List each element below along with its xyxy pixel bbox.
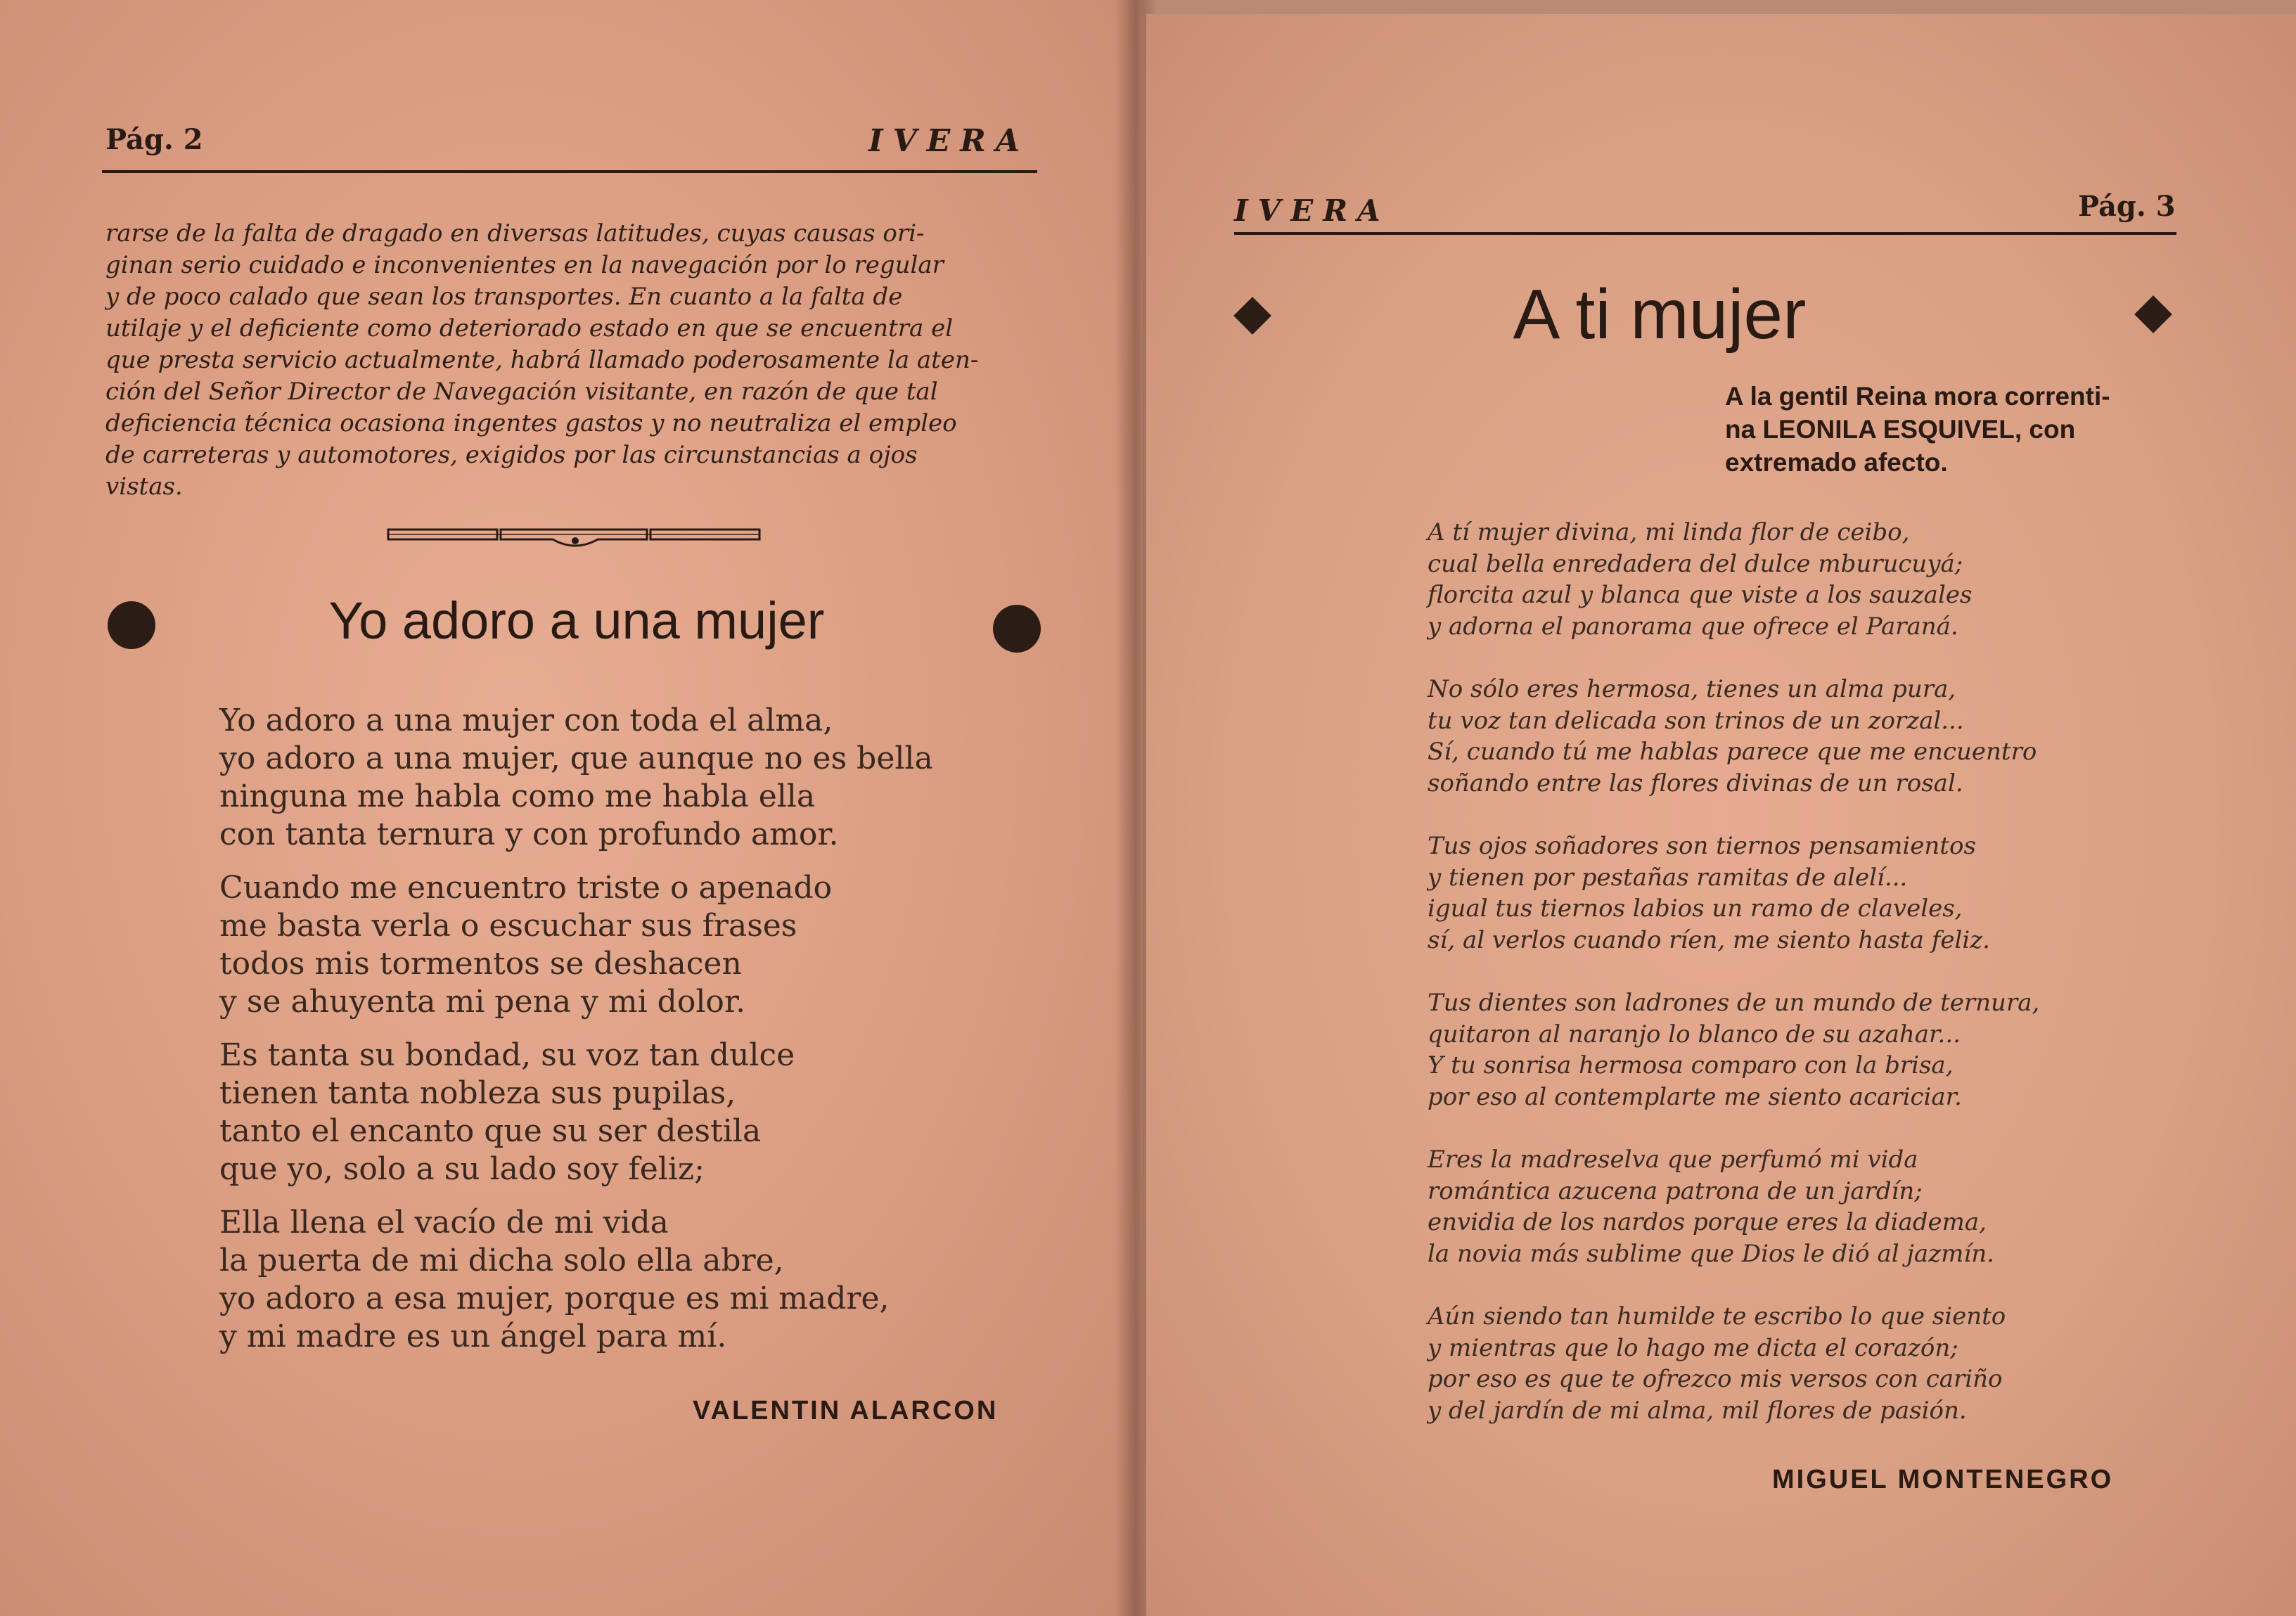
stanza bbox=[219, 702, 1035, 854]
verse-line: igual tus tiernos labios un ramo de claveles, bbox=[1428, 894, 1963, 923]
right-author-signature: MIGUEL MONTENEGRO bbox=[1772, 1465, 2114, 1494]
verse-line: Y tu sonrisa hermosa comparo con la brisa, bbox=[1428, 1051, 1954, 1079]
verse-line: quitaron al naranjo lo blanco de su azahar... bbox=[1428, 1020, 1961, 1049]
left-poem-body bbox=[219, 702, 1035, 1371]
dedication-line: A la gentil Reina mora correnti- bbox=[1725, 382, 2110, 411]
verse-line: yo adoro a esa mujer, porque es mi madre, bbox=[219, 1281, 890, 1316]
verse-line: tu voz tan delicada son trinos de un zorzal... bbox=[1428, 706, 1964, 735]
right-page bbox=[1146, 14, 2296, 1616]
verse-line: envidia de los nardos porque eres la diadema, bbox=[1428, 1208, 1987, 1236]
stanza bbox=[219, 1037, 1035, 1188]
stanza bbox=[1428, 517, 2257, 642]
verse-line: sí, al verlos cuando ríen, me siento hasta feliz. bbox=[1428, 925, 1990, 954]
verse-line: y del jardín de mi alma, mil flores de pasión. bbox=[1428, 1396, 1967, 1425]
verse-line: que yo, solo a su lado soy feliz; bbox=[219, 1151, 705, 1187]
diamond-ornament-right bbox=[2134, 295, 2172, 333]
right-poem-body bbox=[1428, 517, 2257, 1458]
verse-line: todos mis tormentos se deshacen bbox=[219, 946, 742, 982]
left-page bbox=[0, 0, 1143, 1616]
verse-line: Ella llena el vacío de mi vida bbox=[219, 1205, 669, 1240]
verse-line: y mientras que lo hago me dicta el corazón; bbox=[1428, 1333, 1958, 1362]
stanza bbox=[219, 1204, 1035, 1356]
prose-line: y de poco calado que sean los transportes. En cuanto a la falta de bbox=[105, 283, 903, 311]
diamond-ornament-left bbox=[1233, 297, 1271, 335]
stanza bbox=[1428, 1144, 2257, 1269]
verse-line: Cuando me encuentro triste o apenado bbox=[219, 870, 833, 906]
verse-line: Tus dientes son ladrones de un mundo de ternura, bbox=[1428, 989, 2040, 1017]
prose-line: rarse de la falta de dragado en diversas latitudes, cuyas causas ori- bbox=[105, 219, 925, 248]
verse-line: la puerta de mi dicha solo ella abre, bbox=[219, 1243, 784, 1278]
verse-line: A tí mujer divina, mi linda flor de ceibo, bbox=[1428, 518, 1910, 546]
verse-line: Aún siendo tan humilde te escribo lo que siento bbox=[1428, 1302, 2006, 1330]
verse-line: Eres la madreselva que perfumó mi vida bbox=[1428, 1146, 1918, 1174]
right-magazine-name: IVERA bbox=[1234, 193, 1390, 228]
verse-line: y adorna el panorama que ofrece el Paraná. bbox=[1428, 612, 1958, 641]
prose-line: de carreteras y automotores, exigidos por las circunstancias a ojos bbox=[105, 441, 918, 469]
right-page-number: Pág. 3 bbox=[2078, 190, 2176, 223]
left-page-number: Pág. 2 bbox=[105, 123, 203, 156]
verse-line: y tienen por pestañas ramitas de alelí... bbox=[1428, 863, 1908, 892]
verse-line: Yo adoro a una mujer con toda el alma, bbox=[219, 703, 833, 738]
prose-line: ginan serio cuidado e inconvenientes en la navegación por lo regular bbox=[105, 251, 944, 279]
verse-line: soñando entre las flores divinas de un rosal. bbox=[1428, 769, 1963, 797]
verse-line: Tus ojos soñadores son tiernos pensamientos bbox=[1428, 832, 1976, 860]
verse-line: por eso es que te ofrezco mis versos con cariño bbox=[1428, 1365, 2003, 1393]
right-header-rule bbox=[1234, 232, 2176, 235]
verse-line: cual bella enredadera del dulce mburucuyá; bbox=[1428, 549, 1963, 578]
verse-line: Es tanta su bondad, su voz tan dulce bbox=[219, 1037, 795, 1073]
dedication-line: na LEONILA ESQUIVEL, con bbox=[1725, 415, 2076, 444]
left-author-signature: VALENTIN ALARCON bbox=[693, 1396, 999, 1425]
verse-line: ninguna me habla como me habla ella bbox=[219, 778, 816, 814]
stanza bbox=[219, 869, 1035, 1021]
left-header-rule bbox=[102, 170, 1037, 173]
stanza bbox=[1428, 674, 2257, 799]
left-magazine-name: IVERA bbox=[868, 123, 1030, 159]
prose-paragraph bbox=[105, 218, 1048, 503]
verse-line: romántica azucena patrona de un jardín; bbox=[1428, 1176, 1923, 1205]
bullet-dot-right bbox=[993, 605, 1041, 653]
prose-line: que presta servicio actualmente, habrá llamado poderosamente la aten- bbox=[105, 346, 979, 374]
prose-line: vistas. bbox=[105, 473, 183, 501]
verse-line: me basta verla o escuchar sus frases bbox=[219, 908, 797, 944]
separator-ornament bbox=[387, 524, 763, 556]
verse-line: y se ahuyenta mi pena y mi dolor. bbox=[219, 984, 746, 1020]
verse-line: tienen tanta nobleza sus pupilas, bbox=[219, 1075, 736, 1111]
verse-line: y mi madre es un ángel para mí. bbox=[219, 1319, 727, 1354]
bullet-dot-left bbox=[108, 601, 155, 649]
verse-line: con tanta ternura y con profundo amor. bbox=[219, 816, 839, 852]
prose-line: utilaje y el deficiente como deteriorado estado en que se encuentra el bbox=[105, 314, 954, 342]
stanza bbox=[1428, 831, 2257, 956]
verse-line: yo adoro a una mujer, que aunque no es bella bbox=[219, 740, 933, 776]
dedication bbox=[1725, 380, 2110, 479]
right-poem-title: A ti mujer bbox=[1513, 275, 1807, 354]
verse-line: tanto el encanto que su ser destila bbox=[219, 1113, 762, 1149]
verse-line: la novia más sublime que Dios le dió al jazmín. bbox=[1428, 1239, 1994, 1268]
verse-line: Sí, cuando tú me hablas parece que me encuentro bbox=[1428, 738, 2037, 766]
verse-line: por eso al contemplarte me siento acariciar. bbox=[1428, 1082, 1962, 1111]
prose-line: ción del Señor Director de Navegación visitante, en razón de que tal bbox=[105, 378, 938, 406]
left-poem-title: Yo adoro a una mujer bbox=[328, 591, 825, 650]
verse-line: No sólo eres hermosa, tienes un alma pura, bbox=[1428, 675, 1956, 703]
dedication-line: extremado afecto. bbox=[1725, 448, 1948, 477]
stanza bbox=[1428, 1301, 2257, 1426]
prose-line: deficiencia técnica ocasiona ingentes gastos y no neutraliza el empleo bbox=[105, 409, 957, 437]
stanza bbox=[1428, 987, 2257, 1112]
verse-line: florcita azul y blanca que viste a los sauzales bbox=[1428, 581, 1973, 609]
